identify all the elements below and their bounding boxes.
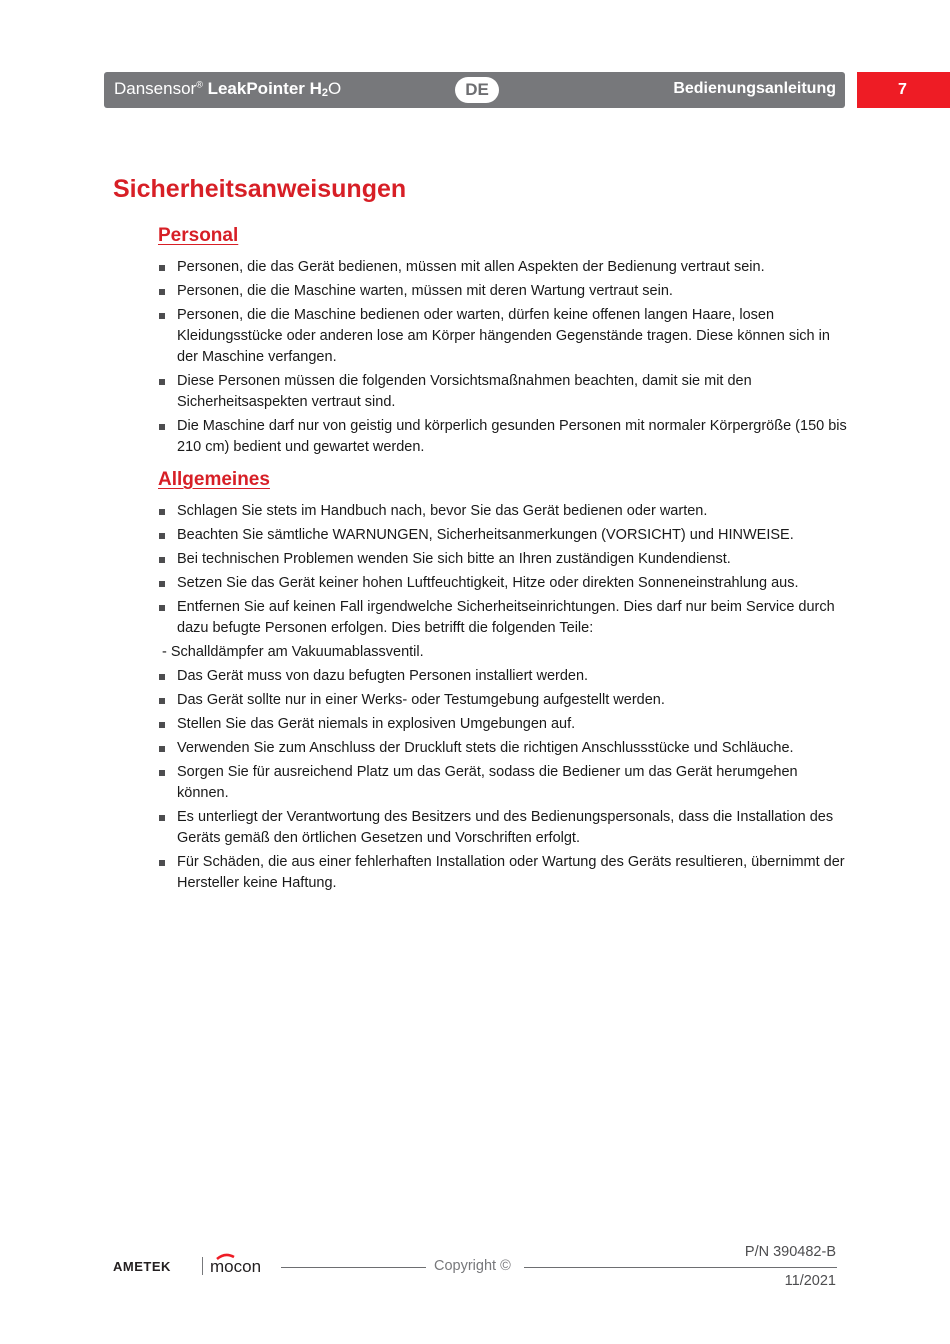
list-item-text: Personen, die die Maschine warten, müssen mit deren Wartung vertraut sein. <box>177 283 673 299</box>
list-item <box>158 762 848 804</box>
bullet-icon <box>159 746 165 752</box>
list-item <box>158 852 848 894</box>
section-heading-personal: Personal <box>158 225 239 246</box>
list-item <box>158 690 848 711</box>
list-item <box>158 501 848 522</box>
list-item <box>158 525 848 546</box>
list-item-text: Entfernen Sie auf keinen Fall irgendwelche Sicherheitseinrichtungen. Dies darf nur beim Service durch dazu befugte Personen erfolgen. Dies betrifft die folgenden Teile: <box>177 599 835 636</box>
company-logos <box>113 1250 283 1280</box>
header-bar <box>104 72 845 108</box>
list-item-text: Es unterliegt der Verantwortung des Besitzers und des Bedienungspersonals, dass die Installation des Geräts gemäß den örtlichen Gesetzen und Vorschriften erfolgt. <box>177 809 834 846</box>
bullet-icon <box>159 581 165 587</box>
bullet-icon <box>159 379 165 385</box>
list-item <box>158 738 848 759</box>
list-item <box>158 807 848 849</box>
product-end: O <box>328 79 342 98</box>
list-item <box>158 597 848 639</box>
list-allgemeines <box>158 501 848 897</box>
list-item-text: Verwenden Sie zum Anschluss der Druckluft stets die richtigen Anschlussstücke und Schläuche. <box>177 740 794 756</box>
brand-name: Dansensor <box>114 79 197 98</box>
bullet-icon <box>159 860 165 866</box>
list-item <box>158 549 848 570</box>
bullet-icon <box>159 815 165 821</box>
list-item-text: Setzen Sie das Gerät keiner hohen Luftfeuchtigkeit, Hitze oder direkten Sonneneinstrahlung aus. <box>177 575 799 591</box>
list-personal <box>158 257 848 461</box>
list-item <box>158 416 848 458</box>
bullet-icon <box>159 770 165 776</box>
ametek-logo: AMETEK <box>113 1259 171 1274</box>
list-item <box>158 371 848 413</box>
list-item-text: Die Maschine darf nur von geistig und körperlich gesunden Personen mit normaler Körpergröße (150 bis 210 cm) bedient und gewartet werden. <box>177 418 847 455</box>
product-name: LeakPointer <box>207 79 305 98</box>
bullet-icon <box>159 313 165 319</box>
list-item <box>158 573 848 594</box>
bullet-icon <box>159 509 165 515</box>
list-item-text: Für Schäden, die aus einer fehlerhaften Installation oder Wartung des Geräts resultieren, übernimmt der Hersteller keine Haftung. <box>177 854 845 891</box>
list-item <box>158 714 848 735</box>
bullet-icon <box>159 265 165 271</box>
product-subscript: 2 <box>321 87 329 99</box>
page-title: Sicherheitsanweisungen <box>113 175 407 203</box>
list-item <box>158 666 848 687</box>
part-number: P/N 390482-B <box>744 1244 836 1260</box>
mocon-logo: mocon <box>210 1257 262 1276</box>
bullet-icon <box>159 722 165 728</box>
list-item-text: Personen, die die Maschine bedienen oder warten, dürfen keine offenen langen Haare, losen Kleidungsstücke oder anderen lose am Körper hängenden Gegenstände tragen. Diese können sich in der Maschine verfangen. <box>177 307 830 365</box>
bullet-icon <box>159 605 165 611</box>
doc-date: 11/2021 <box>784 1273 836 1289</box>
sub-list-item-text: - Schalldämpfer am Vakuumablassventil. <box>162 644 424 660</box>
bullet-icon <box>159 424 165 430</box>
list-item-text: Das Gerät sollte nur in einer Werks- oder Testumgebung aufgestellt werden. <box>177 692 665 708</box>
product-title <box>114 79 341 99</box>
bullet-icon <box>159 289 165 295</box>
footer-divider-left <box>281 1267 426 1268</box>
bullet-icon <box>159 557 165 563</box>
list-item-text: Personen, die das Gerät bedienen, müssen mit allen Aspekten der Bedienung vertraut sein. <box>177 259 765 275</box>
page-number: 7 <box>857 72 950 108</box>
list-item-text: Sorgen Sie für ausreichend Platz um das Gerät, sodass die Bediener um das Gerät herumgehen können. <box>177 764 798 801</box>
list-item-text: Diese Personen müssen die folgenden Vorsichtsmaßnahmen beachten, damit sie mit den Sicherheitsaspekten vertraut sind. <box>177 373 752 410</box>
language-badge: DE <box>455 77 499 103</box>
list-item-text: Schlagen Sie stets im Handbuch nach, bevor Sie das Gerät bedienen oder warten. <box>177 503 708 519</box>
logo-divider <box>202 1257 203 1275</box>
doc-type: Bedienungsanleitung <box>673 80 836 97</box>
bullet-icon <box>159 698 165 704</box>
bullet-icon <box>159 533 165 539</box>
registered-mark: ® <box>196 79 203 90</box>
list-item <box>158 305 848 368</box>
list-item-text: Das Gerät muss von dazu befugten Personen installiert werden. <box>177 668 589 684</box>
product-suffix: H <box>309 79 322 98</box>
footer-divider-right <box>524 1267 837 1268</box>
list-item <box>158 257 848 278</box>
bullet-icon <box>159 674 165 680</box>
section-heading-allgemeines: Allgemeines <box>158 469 270 490</box>
list-item-text: Stellen Sie das Gerät niemals in explosiven Umgebungen auf. <box>177 716 576 732</box>
list-item <box>158 281 848 302</box>
sub-list-item <box>158 642 848 663</box>
copyright: Copyright © <box>434 1258 511 1274</box>
list-item-text: Bei technischen Problemen wenden Sie sich bitte an Ihren zuständigen Kundendienst. <box>177 551 731 567</box>
list-item-text: Beachten Sie sämtliche WARNUNGEN, Sicherheitsanmerkungen (VORSICHT) und HINWEISE. <box>177 527 794 543</box>
